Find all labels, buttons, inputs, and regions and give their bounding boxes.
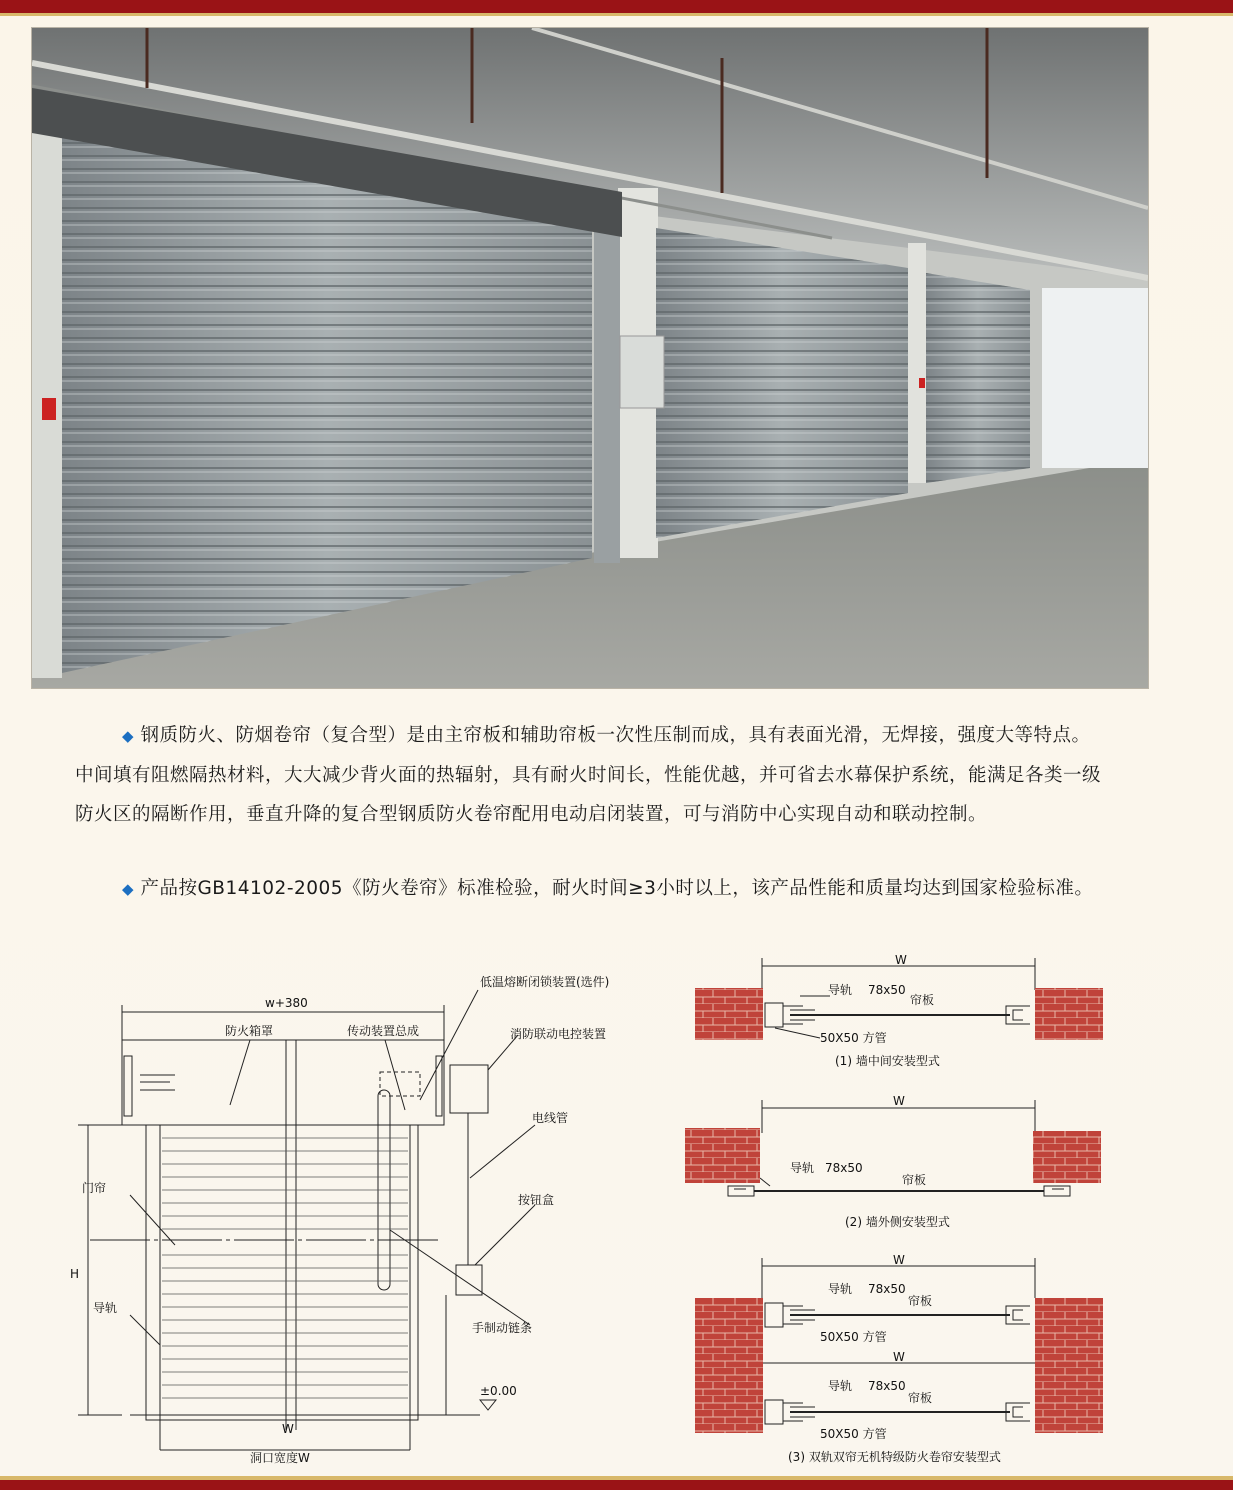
caption-2: (2) 墙外侧安装型式 <box>845 1215 950 1229</box>
label-slat-3a: 帘板 <box>908 1294 933 1308</box>
label-tube-3a: 50X50 方管 <box>820 1330 887 1344</box>
caption-3: (3) 双轨双帘无机特级防火卷帘安装型式 <box>788 1450 1001 1464</box>
front-elevation-diagram <box>60 960 620 1470</box>
brick-wall-right-1 <box>1035 988 1103 1040</box>
label-hood: 防火箱罩 <box>225 1024 274 1038</box>
label-w-3b: W <box>893 1350 905 1364</box>
label-w-3a: W <box>893 1253 905 1267</box>
brick-wall-left-2 <box>685 1128 760 1183</box>
paragraph-2-text: 产品按GB14102-2005《防火卷帘》标准检验，耐火时间≥3小时以上，该产品性能和质量均达到国家检验标准。 <box>140 878 1094 899</box>
label-rail-size-3a: 78x50 <box>868 1282 906 1296</box>
caption-1: (1) 墙中间安装型式 <box>835 1054 940 1068</box>
label-curtain: 门帘 <box>82 1181 107 1195</box>
label-rail-size-2: 78x50 <box>825 1161 863 1175</box>
brick-wall-right-3 <box>1035 1298 1103 1433</box>
paragraph-2 <box>75 869 1105 909</box>
label-level: ±0.00 <box>480 1384 517 1398</box>
top-border <box>0 0 1233 13</box>
label-slat-3b: 帘板 <box>908 1391 933 1405</box>
brick-wall-right-2 <box>1033 1131 1101 1183</box>
label-rail-size-3b: 78x50 <box>868 1379 906 1393</box>
label-rail-1: 导轨 <box>828 983 853 997</box>
label-slat-1: 帘板 <box>910 993 935 1007</box>
label-control: 消防联动电控装置 <box>510 1027 607 1041</box>
diamond-bullet-icon: ◆ <box>122 880 135 898</box>
diamond-bullet-icon: ◆ <box>122 727 135 745</box>
label-tube-1: 50X50 方管 <box>820 1031 887 1045</box>
label-height: H <box>70 1267 80 1281</box>
label-conduit: 电线管 <box>532 1111 569 1125</box>
label-w-mark: W <box>282 1422 294 1436</box>
paragraph-1 <box>75 716 1105 834</box>
top-border-accent <box>0 13 1233 16</box>
label-top-width: w+380 <box>265 996 308 1010</box>
product-photo <box>31 27 1149 689</box>
label-drive: 传动装置总成 <box>347 1024 420 1038</box>
brick-wall-left-1 <box>695 988 763 1040</box>
label-rail-3b: 导轨 <box>828 1379 853 1393</box>
label-rail-size-1: 78x50 <box>868 983 906 997</box>
label-lock: 低温熔断闭锁装置(选件) <box>480 975 610 989</box>
label-w-2: W <box>893 1094 905 1108</box>
label-chain: 手制动链条 <box>472 1321 533 1335</box>
label-slat-2: 帘板 <box>902 1173 927 1187</box>
paragraph-1-text: 钢质防火、防烟卷帘（复合型）是由主帘板和辅助帘板一次性压制而成，具有表面光滑，无焊接，强度大等特点。中间填有阻燃隔热材料，大大减少背火面的热辐射，具有耐火时间长，性能优越，并可省去水幕保护系统，能满足各类一级防火区的隔断作用，垂直升降的复合型钢质防火卷帘配用电动启闭装置，可与消防中心实现自动和联动控制。 <box>75 725 1102 825</box>
label-guide: 导轨 <box>93 1301 118 1315</box>
label-button-box: 按钮盒 <box>518 1193 555 1207</box>
label-w-1: W <box>895 953 907 967</box>
label-rail-3a: 导轨 <box>828 1282 853 1296</box>
label-bottom-width: 洞口宽度W <box>250 1451 310 1465</box>
bottom-border <box>0 1480 1233 1490</box>
brick-wall-left-3 <box>695 1298 763 1433</box>
label-tube-3b: 50X50 方管 <box>820 1427 887 1441</box>
installation-plan-diagrams <box>680 948 1120 1473</box>
label-rail-2: 导轨 <box>790 1161 815 1175</box>
